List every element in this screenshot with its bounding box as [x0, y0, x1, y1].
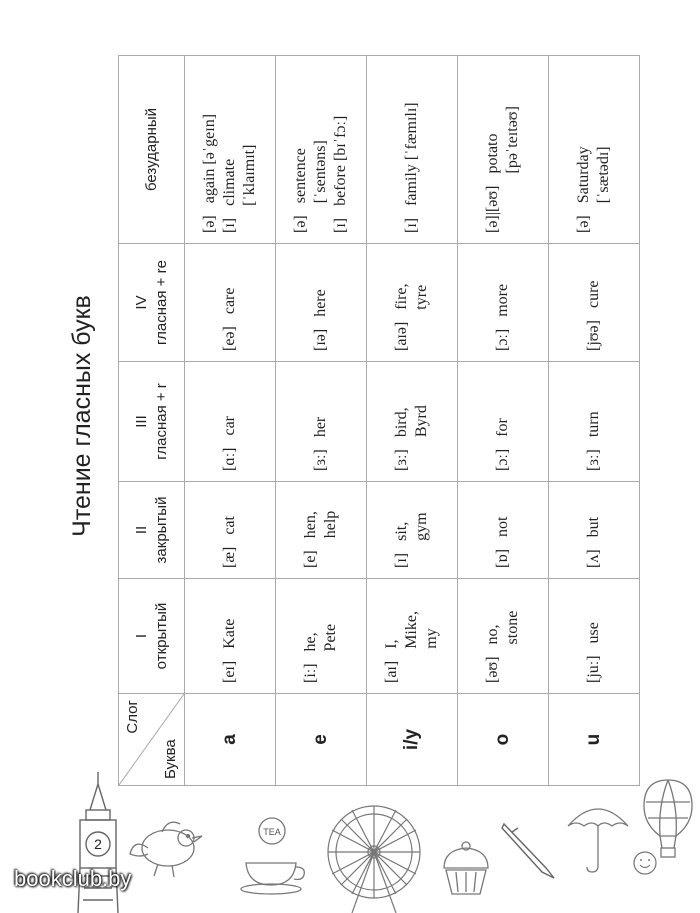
example-cell [276, 244, 367, 362]
example-word: turn [585, 411, 602, 438]
example-word: use [585, 622, 602, 644]
transcription: [ɔː] [494, 448, 511, 471]
example-word: her [312, 416, 329, 438]
example-word: Saturday [575, 146, 592, 204]
column-label: гласная + r [152, 383, 170, 460]
example-entry [584, 492, 604, 568]
column-label: открытый [152, 602, 170, 670]
example-cell [549, 579, 640, 694]
example-word: before [bɪˈfɔː] [332, 115, 349, 206]
example-words [220, 516, 240, 535]
example-words [301, 624, 341, 652]
example-cell [276, 56, 367, 244]
example-words [220, 288, 240, 315]
example-word: care [221, 287, 238, 315]
example-entry [301, 492, 341, 568]
transcription: [iː] [302, 663, 319, 683]
transcription: [eə] [221, 326, 238, 351]
numeral: III [133, 415, 150, 428]
example-word: my [423, 628, 440, 649]
example-word: but [585, 516, 602, 538]
transcription: [aɪə] [393, 321, 410, 351]
example-entry [493, 254, 513, 351]
table-row [185, 56, 276, 786]
header-vowel-r [119, 362, 185, 482]
example-word: for [494, 418, 511, 437]
example-words [311, 289, 331, 317]
example-word: potato [484, 133, 501, 174]
example-word: climate [221, 158, 238, 206]
example-entry [301, 589, 341, 683]
example-entry [220, 492, 240, 568]
example-entry [483, 589, 523, 683]
example-entry [392, 492, 432, 568]
example-word: family [ˈfæmɪlɪ] [403, 102, 420, 206]
example-words [220, 145, 260, 206]
example-word: stone [504, 610, 521, 645]
letter-cell: a [185, 694, 276, 786]
letter-cell: u [549, 694, 640, 786]
rotated-page-content [60, 46, 660, 786]
example-cell [276, 579, 367, 694]
example-entry [584, 589, 604, 683]
example-entry [311, 254, 331, 351]
page-number: 2 [94, 836, 102, 852]
example-word: gym [413, 512, 430, 541]
example-word: [ˈsætədɪ] [595, 146, 612, 204]
example-cell [185, 362, 276, 482]
transcription: [ə] [575, 215, 592, 233]
transcription: [ɜː] [585, 449, 602, 471]
transcription: [e] [302, 550, 319, 568]
example-cell [185, 482, 276, 579]
header-open-syllable [119, 579, 185, 694]
example-words [493, 517, 513, 537]
numeral: II [133, 525, 150, 535]
example-word: here [312, 289, 329, 317]
example-word: I, [383, 639, 400, 649]
transcription: [ɪə] [312, 328, 329, 351]
letter-cell: i/y [367, 694, 458, 786]
transcription: [aɪ] [383, 660, 400, 683]
example-entry [493, 492, 513, 568]
example-cell [367, 56, 458, 244]
letter-cell: o [458, 694, 549, 786]
example-words [220, 619, 240, 649]
example-words [382, 611, 442, 649]
example-word: Mike, [403, 611, 420, 649]
example-cell [458, 579, 549, 694]
example-entry [291, 66, 331, 233]
transcription: [ɜː] [312, 449, 329, 471]
example-cell [549, 56, 640, 244]
example-word: car [221, 416, 238, 436]
transcription: [ə] [292, 215, 309, 233]
example-word: no, [484, 624, 501, 645]
smiley-icon [632, 850, 658, 876]
example-words [301, 511, 341, 539]
numeral: I [133, 633, 150, 639]
example-words [584, 280, 604, 308]
example-cell [458, 362, 549, 482]
example-words [392, 405, 432, 437]
example-cell [549, 244, 640, 362]
cupcake-icon [436, 838, 496, 898]
table-row [367, 56, 458, 786]
example-cell [367, 579, 458, 694]
example-entry [331, 66, 351, 233]
transcription: [eɪ] [221, 660, 238, 683]
example-word: not [494, 516, 511, 537]
transcription: [juː] [585, 655, 602, 683]
umbrella-icon [562, 796, 634, 876]
transcription: [ɪ] [403, 217, 420, 233]
example-words [291, 140, 331, 203]
transcription: [ɜː] [393, 449, 410, 471]
transcription: [ɪ] [332, 217, 349, 233]
example-word: Kate [221, 618, 238, 649]
transcription: [æ] [221, 546, 238, 568]
table-body [185, 56, 640, 786]
example-entry [493, 372, 513, 471]
transcription: [jʊə] [585, 320, 602, 351]
example-word: bird, [393, 407, 410, 438]
example-words [483, 611, 523, 645]
example-words [220, 416, 240, 436]
example-word: [ˈsentəns] [312, 140, 329, 204]
example-word: hen, [302, 511, 319, 539]
corner-syllable-label: Слог [124, 700, 141, 734]
vowel-reading-table [118, 55, 640, 786]
example-entry [200, 66, 220, 233]
example-cell [458, 244, 549, 362]
transcription: [ə]|[əʊ] [484, 185, 501, 233]
header-closed-syllable [119, 482, 185, 579]
example-entry [382, 589, 442, 683]
example-cell [185, 56, 276, 244]
table-row [276, 56, 367, 786]
example-words [483, 106, 523, 173]
page-title: Чтение гласных букв [68, 295, 96, 537]
example-cell [549, 482, 640, 579]
transcription: [ɑː] [221, 447, 238, 471]
example-word: sentence [292, 148, 309, 204]
table-row [549, 56, 640, 786]
example-words [200, 114, 220, 203]
watermark: bookclub.by [14, 866, 132, 891]
example-word: cure [585, 280, 602, 309]
example-word: more [494, 283, 511, 317]
teacup-label: TEA [263, 827, 281, 837]
example-word: [ˈklaɪmɪt] [241, 144, 258, 206]
bird-icon [128, 808, 218, 888]
example-cell [367, 482, 458, 579]
example-entry [220, 66, 260, 233]
example-word: Byrd [413, 405, 430, 438]
example-word: [pəˈteɪtəʊ] [504, 106, 521, 174]
example-words [331, 116, 351, 206]
transcription: [ə] [201, 215, 218, 233]
transcription: [ɪ] [393, 552, 410, 568]
example-word: fire, [393, 283, 410, 310]
example-entry [584, 254, 604, 351]
example-cell [185, 579, 276, 694]
header-vowel-re [119, 244, 185, 362]
example-words [311, 417, 331, 437]
table-header-row [119, 56, 185, 786]
example-entry [392, 372, 432, 471]
numeral: IV [133, 295, 150, 310]
corner-letter-label: Буква [161, 739, 179, 779]
example-cell [185, 244, 276, 362]
example-entry [402, 66, 422, 233]
transcription: [ɒ] [494, 548, 511, 568]
example-words [574, 146, 614, 203]
ferris-wheel-icon [322, 800, 426, 913]
example-word: help [322, 510, 339, 539]
example-entry [220, 254, 240, 351]
example-words [584, 411, 604, 437]
transcription: [əʊ] [484, 656, 501, 683]
transcription: [ɔː] [494, 328, 511, 351]
header-corner-cell [119, 694, 185, 786]
example-word: Pete [322, 623, 339, 652]
example-entry [483, 66, 523, 233]
teacup-icon [238, 815, 308, 895]
example-words [402, 102, 422, 206]
example-entry [220, 589, 240, 683]
column-label: гласная + re [152, 260, 170, 345]
header-unstressed [119, 56, 185, 244]
example-cell [458, 482, 549, 579]
pen-icon [498, 818, 560, 882]
transcription: [ɪ] [221, 217, 238, 233]
example-cell [549, 362, 640, 482]
example-entry [584, 372, 604, 471]
example-cell [367, 362, 458, 482]
example-words [584, 517, 604, 537]
example-entry [574, 66, 614, 233]
example-word: he, [302, 632, 319, 652]
example-cell [276, 482, 367, 579]
example-entry [220, 372, 240, 471]
example-word: tyre [413, 284, 430, 310]
example-words [584, 622, 604, 643]
example-words [493, 284, 513, 317]
example-cell [458, 56, 549, 244]
example-word: again [əˈgeɪn] [201, 113, 218, 204]
table-row [458, 56, 549, 786]
example-words [392, 283, 432, 309]
example-words [493, 418, 513, 437]
column-label: безударный [142, 107, 160, 192]
transcription: [ʌ] [585, 549, 602, 568]
example-entry [392, 254, 432, 351]
example-entry [311, 372, 331, 471]
example-word: cat [221, 516, 238, 535]
column-label: закрытый [152, 496, 170, 564]
example-word: sit, [393, 521, 410, 541]
letter-cell: e [276, 694, 367, 786]
example-words [392, 512, 432, 540]
example-cell [367, 244, 458, 362]
example-cell [276, 362, 367, 482]
